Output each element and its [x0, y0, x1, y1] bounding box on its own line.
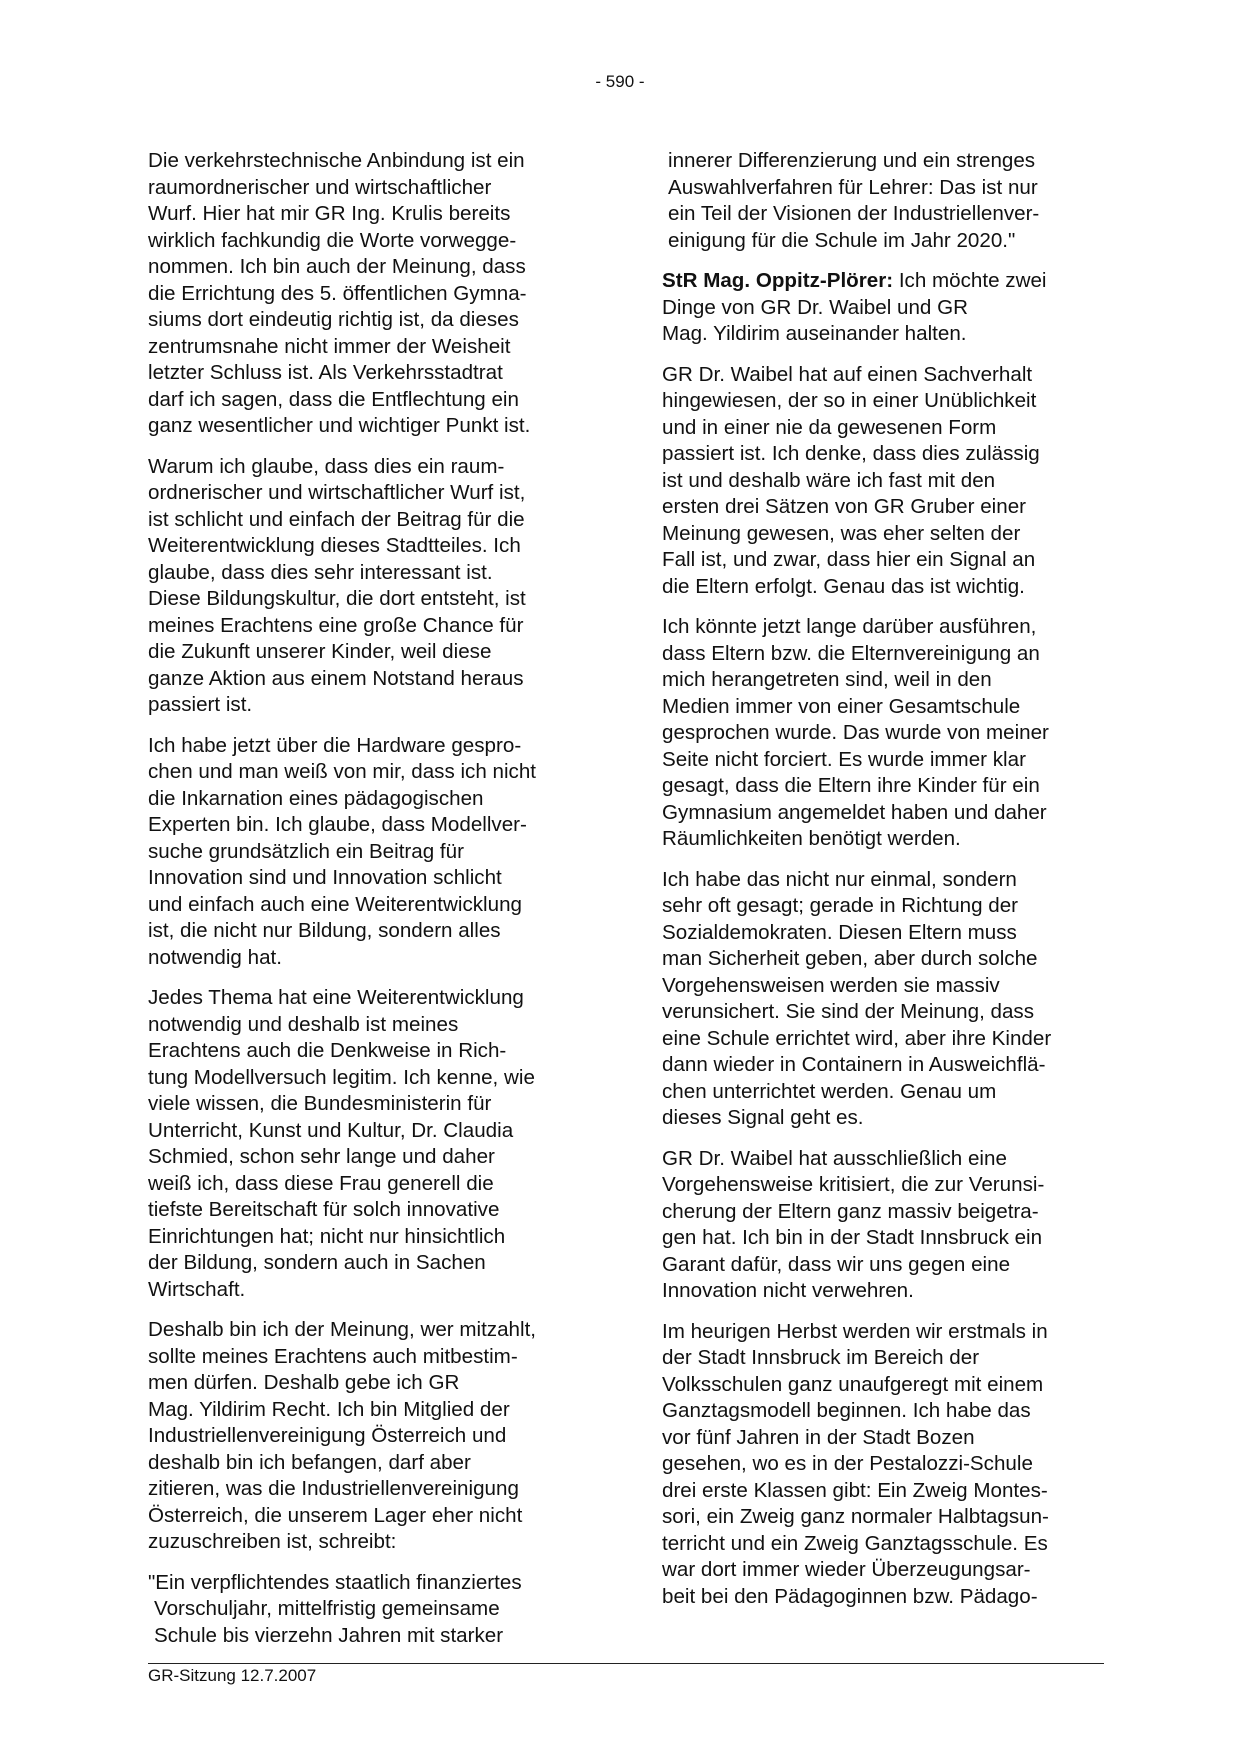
- text-line: Ganztagsmodell beginnen. Ich habe das: [662, 1399, 1031, 1422]
- text-line: ein Teil der Visionen der Industriellenver-: [668, 202, 1040, 225]
- text-line: suche grundsätzlich ein Beitrag für: [148, 839, 464, 863]
- text-line: Innovation nicht verwehren.: [662, 1279, 914, 1302]
- text-line: Einrichtungen hat; nicht nur hinsichtlich: [148, 1224, 506, 1248]
- text-line: Wurf. Hier hat mir GR Ing. Krulis bereits: [148, 202, 511, 225]
- text-line: notwendig hat.: [148, 945, 282, 969]
- text-line: Warum ich glaube, dass dies ein raum-: [148, 454, 505, 478]
- text-line: Schmied, schon sehr lange und daher: [148, 1145, 495, 1168]
- text-line: die Inkarnation eines pädagogischen: [148, 786, 484, 810]
- text-line: [662, 268, 1104, 295]
- text-line: einigung für die Schule im Jahr 2020.": [668, 228, 1016, 252]
- text-line: wirklich fachkundig die Worte vorwegge-: [148, 228, 517, 252]
- text-line: Diese Bildungskultur, die dort entsteht, ist: [148, 587, 526, 610]
- text-line: chen unterrichtet werden. Genau um: [662, 1079, 997, 1103]
- text-line: Weiterentwicklung dieses Stadtteiles. Ich: [148, 534, 521, 557]
- text-line: Garant dafür, dass wir uns gegen eine: [662, 1252, 1011, 1276]
- left-column: [148, 148, 588, 1663]
- text-line: Gymnasium angemeldet haben und daher: [662, 800, 1047, 824]
- text-line: Fall ist, und zwar, dass hier ein Signal an: [662, 548, 1036, 571]
- paragraph: [148, 1317, 588, 1556]
- text-line: Ich habe jetzt über die Hardware gespro-: [148, 733, 522, 757]
- text-line: zuzuschreiben ist, schreibt:: [148, 1530, 397, 1553]
- text-line: GR Dr. Waibel hat auf einen Sachverhalt: [662, 362, 1033, 386]
- text-line: weiß ich, dass diese Frau generell die: [148, 1171, 494, 1195]
- footer-divider: [148, 1663, 1104, 1664]
- text-line: Vorgehensweise kritisiert, die zur Verunsi-: [662, 1173, 1045, 1196]
- text-line: men dürfen. Deshalb gebe ich GR: [148, 1371, 460, 1394]
- text-line: beit bei den Pädagoginnen bzw. Pädago-: [662, 1584, 1038, 1608]
- text-line: cherung der Eltern ganz massiv beigetra-: [662, 1199, 1039, 1223]
- text-line: Industriellenvereinigung Österreich und: [148, 1424, 507, 1447]
- text-line: Im heurigen Herbst werden wir erstmals in: [662, 1319, 1048, 1343]
- text-line: vor fünf Jahren in der Stadt Bozen: [662, 1425, 975, 1449]
- text-line: und in einer nie da gewesenen Form: [662, 415, 997, 439]
- text-line: viele wissen, die Bundesministerin für: [148, 1092, 492, 1115]
- text-line: Seite nicht forciert. Es wurde immer klar: [662, 747, 1026, 771]
- text-line: Experten bin. Ich glaube, dass Modellver-: [148, 813, 527, 836]
- text-line: der Stadt Innsbruck im Bereich der: [662, 1346, 980, 1369]
- paragraph: [148, 454, 588, 719]
- text-line: der Bildung, sondern auch in Sachen: [148, 1251, 486, 1274]
- text-line: innerer Differenzierung und ein strenges: [668, 149, 1036, 172]
- text-line: zitieren, was die Industriellenvereinigung: [148, 1477, 519, 1500]
- footer-session-date: GR-Sitzung 12.7.2007: [148, 1666, 317, 1685]
- text-line: Jedes Thema hat eine Weiterentwicklung: [148, 986, 524, 1009]
- text-line: letzter Schluss ist. Als Verkehrsstadtrat: [148, 361, 503, 384]
- text-line: sollte meines Erachtens auch mitbestim-: [148, 1344, 518, 1368]
- text-line: glaube, dass dies sehr interessant ist.: [148, 560, 493, 584]
- text-line: dieses Signal geht es.: [662, 1106, 864, 1129]
- text-line: Österreich, die unserem Lager eher nicht: [148, 1503, 523, 1527]
- paragraph: [148, 148, 588, 440]
- text-line: ist und deshalb wäre ich fast mit den: [662, 468, 996, 492]
- text-line: Ich habe das nicht nur einmal, sondern: [662, 867, 1017, 891]
- paragraph: [662, 148, 1104, 254]
- text-line: die Zukunft unserer Kinder, weil diese: [148, 640, 492, 663]
- text-line: Mag. Yildirim auseinander halten.: [662, 322, 967, 345]
- text-line: deshalb bin ich befangen, darf aber: [148, 1450, 471, 1474]
- text-line: darf ich sagen, dass die Entflechtung ein: [148, 387, 519, 411]
- speech-text: Ich möchte zwei: [893, 269, 1047, 292]
- text-line: "Ein verpflichtendes staatlich finanziertes: [148, 1570, 522, 1594]
- text-line: dann wieder in Containern in Ausweichflä-: [662, 1053, 1046, 1076]
- text-line: ist schlicht und einfach der Beitrag für die: [148, 507, 525, 531]
- text-line: gen hat. Ich bin in der Stadt Innsbruck ein: [662, 1226, 1043, 1249]
- text-line: ganze Aktion aus einem Notstand heraus: [148, 666, 524, 690]
- paragraph: [148, 1570, 588, 1650]
- text-line: Räumlichkeiten benötigt werden.: [662, 827, 961, 850]
- text-line: gesprochen wurde. Das wurde von meiner: [662, 721, 1049, 744]
- text-line: sehr oft gesagt; gerade in Richtung der: [662, 894, 1019, 917]
- text-line: drei erste Klassen gibt: Ein Zweig Montes-: [662, 1478, 1048, 1502]
- speaker-name: StR Mag. Oppitz-Plörer:: [662, 269, 894, 292]
- text-line: Vorschuljahr, mittelfristig gemeinsame: [154, 1597, 500, 1620]
- paragraph: [148, 733, 588, 972]
- text-line: und einfach auch eine Weiterentwicklung: [148, 892, 522, 916]
- text-line: die Eltern erfolgt. Genau das ist wichtig.: [662, 574, 1025, 598]
- right-column: [662, 148, 1104, 1624]
- text-line: Schule bis vierzehn Jahren mit starker: [154, 1623, 504, 1647]
- text-line: Meinung gewesen, was eher selten der: [662, 521, 1021, 545]
- text-line: passiert ist.: [148, 693, 253, 716]
- text-line: dass Eltern bzw. die Elternvereinigung an: [662, 641, 1040, 665]
- text-line: mich herangetreten sind, weil in den: [662, 668, 992, 691]
- text-line: chen und man weiß von mir, dass ich nicht: [148, 760, 537, 783]
- text-line: man Sicherheit geben, aber durch solche: [662, 947, 1038, 970]
- text-line: notwendig und deshalb ist meines: [148, 1012, 459, 1036]
- paragraph: [662, 362, 1104, 601]
- text-line: verunsichert. Sie sind der Meinung, dass: [662, 1000, 1035, 1023]
- text-line: tung Modellversuch legitim. Ich kenne, wie: [148, 1065, 535, 1089]
- text-line: siums dort eindeutig richtig ist, da dieses: [148, 308, 519, 331]
- text-line: Erachtens auch die Denkweise in Rich-: [148, 1039, 507, 1062]
- text-line: war dort immer wieder Überzeugungsar-: [662, 1558, 1031, 1581]
- text-line: Unterricht, Kunst und Kultur, Dr. Claudia: [148, 1118, 514, 1142]
- text-line: gesehen, wo es in der Pestalozzi-Schule: [662, 1452, 1033, 1475]
- paragraph: [662, 867, 1104, 1132]
- text-line: passiert ist. Ich denke, dass dies zulässig: [662, 442, 1040, 465]
- text-line: hingewiesen, der so in einer Unüblichkeit: [662, 389, 1037, 412]
- text-line: gesagt, dass die Eltern ihre Kinder für ein: [662, 774, 1040, 797]
- text-line: Dinge von GR Dr. Waibel und GR: [662, 295, 968, 319]
- text-line: Medien immer von einer Gesamtschule: [662, 694, 1021, 718]
- text-line: Auswahlverfahren für Lehrer: Das ist nur: [668, 175, 1038, 199]
- text-line: ordnerischer und wirtschaftlicher Wurf ist,: [148, 481, 526, 504]
- paragraph: [662, 1319, 1104, 1611]
- text-line: Vorgehensweisen werden sie massiv: [662, 973, 1000, 997]
- text-line: meines Erachtens eine große Chance für: [148, 613, 524, 637]
- text-line: Ich könnte jetzt lange darüber ausführen,: [662, 615, 1037, 638]
- text-line: eine Schule errichtet wird, aber ihre Kinder: [662, 1026, 1052, 1050]
- text-line: Sozialdemokraten. Diesen Eltern muss: [662, 920, 1017, 944]
- text-line: Volksschulen ganz unaufgeregt mit einem: [662, 1372, 1044, 1396]
- text-line: raumordnerischer und wirtschaftlicher: [148, 175, 492, 199]
- paragraph: [662, 268, 1104, 348]
- text-line: die Errichtung des 5. öffentlichen Gymna-: [148, 281, 527, 305]
- paragraph: [148, 985, 588, 1303]
- text-line: nommen. Ich bin auch der Meinung, dass: [148, 255, 526, 278]
- text-line: Mag. Yildirim Recht. Ich bin Mitglied der: [148, 1397, 510, 1421]
- text-line: zentrumsnahe nicht immer der Weisheit: [148, 334, 511, 358]
- text-line: tiefste Bereitschaft für solch innovative: [148, 1198, 500, 1221]
- text-line: Deshalb bin ich der Meinung, wer mitzahlt,: [148, 1318, 537, 1341]
- paragraph: [662, 614, 1104, 853]
- text-line: ersten drei Sätzen von GR Gruber einer: [662, 495, 1027, 518]
- paragraph: [662, 1146, 1104, 1305]
- text-line: Die verkehrstechnische Anbindung ist ein: [148, 149, 525, 172]
- text-line: ist, die nicht nur Bildung, sondern alles: [148, 919, 501, 942]
- text-line: GR Dr. Waibel hat ausschließlich eine: [662, 1146, 1007, 1170]
- page-number: - 590 -: [595, 72, 645, 91]
- text-line: sori, ein Zweig ganz normaler Halbtagsun-: [662, 1505, 1049, 1528]
- text-line: ganz wesentlicher und wichtiger Punkt ist.: [148, 414, 531, 437]
- text-line: Wirtschaft.: [148, 1277, 246, 1301]
- text-line: terricht und ein Zweig Ganztagsschule. Es: [662, 1531, 1048, 1555]
- text-line: Innovation sind und Innovation schlicht: [148, 866, 502, 889]
